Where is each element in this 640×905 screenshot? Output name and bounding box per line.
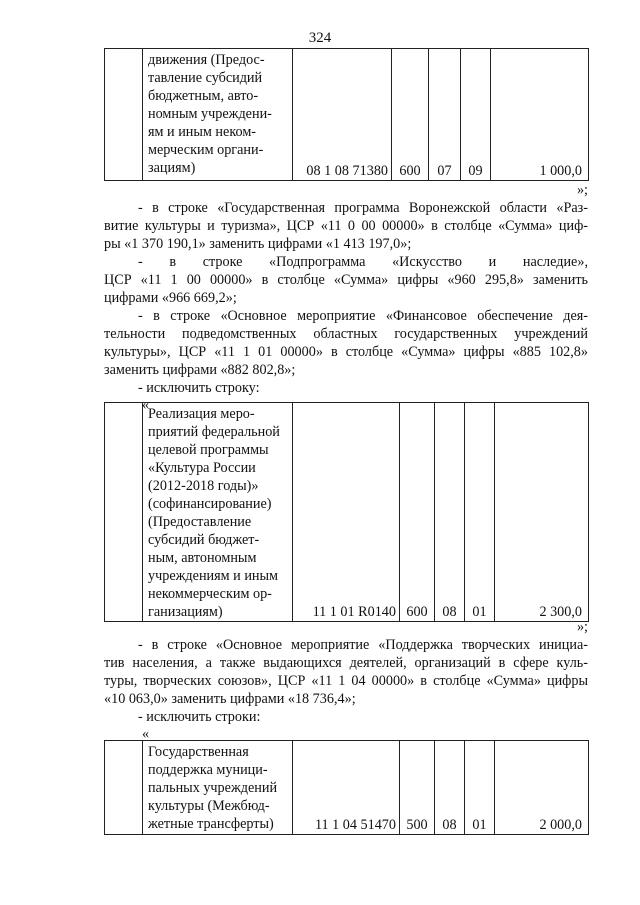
- name-line: ганизациям): [148, 604, 223, 620]
- name-line: тавление субсидий: [148, 70, 263, 86]
- paragraph-line: - в строке «Государственная программа Воронежской области «Раз-: [138, 200, 588, 216]
- paragraph-line: ры «1 370 190,1» заменить цифрами «1 413 197,0»;: [104, 236, 412, 252]
- name-line: целевой программы: [148, 442, 269, 458]
- name-line: мерческим органи-: [148, 142, 264, 158]
- name-line: Реализация меро-: [148, 406, 255, 422]
- table-name-cell: [143, 403, 293, 622]
- excluded-rows-table: [104, 740, 589, 835]
- table-row: [105, 741, 589, 835]
- name-line: пальных учреждений: [148, 780, 278, 796]
- sum-cell: 2 300,0: [495, 403, 589, 622]
- closing-quote: »;: [576, 619, 588, 635]
- name-line: культуры (Межбюд-: [148, 798, 270, 814]
- opening-quote: «: [142, 397, 150, 413]
- paragraph-line: - в строке «Подпрограмма «Искусство и наследие»,: [138, 254, 588, 270]
- csr-cell: 08 1 08 71380: [293, 49, 392, 181]
- vr-cell: 600: [400, 403, 435, 622]
- page-number: 324: [308, 30, 332, 46]
- name-line: бюджетным, авто-: [148, 88, 259, 104]
- name-line: субсидий бюджет-: [148, 532, 260, 548]
- paragraph-line: туры, творческих союзов», ЦСР «11 1 04 00000» в столбце «Сумма» цифры: [104, 673, 588, 689]
- closing-quote: »;: [576, 182, 588, 198]
- table-row: [105, 49, 589, 181]
- paragraph-line: - в строке «Основное мероприятие «Финансовое обеспечение дея-: [138, 308, 588, 324]
- paragraph-line: тив населения, а также выдающихся деятелей, организаций в сфере куль-: [104, 655, 588, 671]
- paragraph-line: культуры», ЦСР «11 1 01 00000» в столбце «Сумма» цифры «885 102,8»: [104, 344, 588, 360]
- rz-cell: 08: [435, 741, 465, 835]
- csr-cell: 11 1 01 R0140: [293, 403, 400, 622]
- name-line: поддержка муници-: [148, 762, 268, 778]
- excluded-row-table: [104, 402, 589, 622]
- name-line: зациям): [148, 160, 196, 176]
- paragraph-line: - исключить строки:: [138, 709, 261, 725]
- opening-quote: «: [142, 726, 150, 742]
- name-line: Государственная: [148, 744, 249, 760]
- name-line: (2012-2018 годы)»: [148, 478, 259, 494]
- name-line: ным, автономным: [148, 550, 257, 566]
- pr-cell: 01: [465, 403, 495, 622]
- vr-cell: 500: [400, 741, 435, 835]
- csr-cell: 11 1 04 51470: [293, 741, 400, 835]
- paragraph-line: - в строке «Основное мероприятие «Поддержка творческих инициа-: [138, 637, 588, 653]
- paragraph-line: витие культуры и туризма», ЦСР «11 0 00 00000» в столбце «Сумма» циф-: [104, 218, 588, 234]
- name-line: (Предоставление: [148, 514, 252, 530]
- name-line: (софинансирование): [148, 496, 272, 512]
- name-line: учреждениям и иным: [148, 568, 279, 584]
- name-line: жетные трансферты): [148, 816, 274, 832]
- table-row: [105, 403, 589, 622]
- paragraph-line: тельности подведомственных областных государственных учреждений: [104, 326, 588, 342]
- name-line: движения (Предос-: [148, 52, 265, 68]
- paragraph-line: «10 063,0» заменить цифрами «18 736,4»;: [104, 691, 356, 707]
- rz-cell: 07: [429, 49, 461, 181]
- paragraph-line: - исключить строку:: [138, 380, 260, 396]
- name-line: приятий федеральной: [148, 424, 280, 440]
- empty-cell: [105, 741, 143, 835]
- table-name-cell: [143, 741, 293, 835]
- pr-cell: 01: [465, 741, 495, 835]
- vr-cell: 600: [392, 49, 429, 181]
- paragraph-line: заменить цифрами «882 802,8»;: [104, 362, 296, 378]
- sum-cell: 2 000,0: [495, 741, 589, 835]
- empty-cell: [105, 49, 143, 181]
- name-line: «Культура России: [148, 460, 256, 476]
- pr-cell: 09: [461, 49, 491, 181]
- table-name-cell: [143, 49, 293, 181]
- paragraph-line: цифрами «966 669,2»;: [104, 290, 237, 306]
- sum-cell: 1 000,0: [491, 49, 589, 181]
- budget-table-continuation: [104, 48, 589, 181]
- name-line: ям и иным неком-: [148, 124, 257, 140]
- name-line: некоммерческим ор-: [148, 586, 272, 602]
- name-line: номным учреждени-: [148, 106, 272, 122]
- empty-cell: [105, 403, 143, 622]
- rz-cell: 08: [435, 403, 465, 622]
- paragraph-line: ЦСР «11 1 00 00000» в столбце «Сумма» цифры «960 295,8» заменить: [104, 272, 588, 288]
